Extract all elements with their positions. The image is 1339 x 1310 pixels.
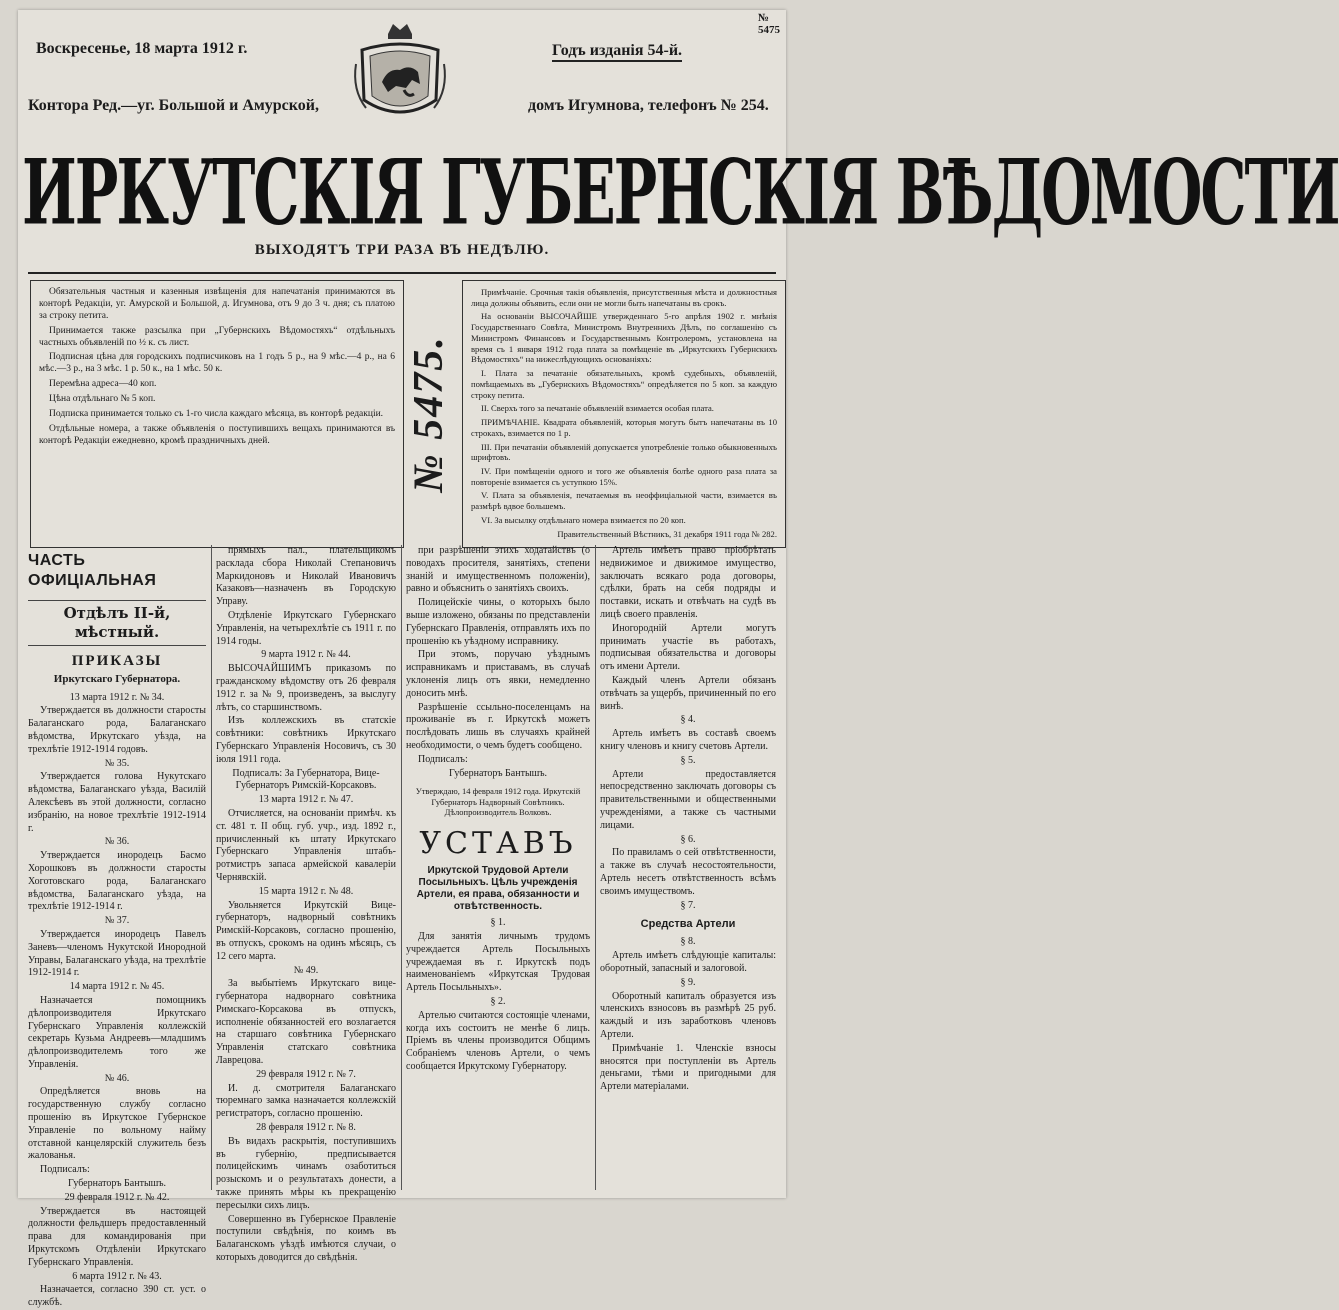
box-left-text: Отдѣльные номера, а также объявленія о поступившихъ вещахъ принимаются въ конторѣ Редакціи ежедневно, кромѣ праздничныхъ дней. xyxy=(39,423,395,446)
charter-text: Артелью считаются состоящіе членами, когда ихъ состоитъ не менѣе 6 лицъ. Пріемъ въ члены производится Общимъ Собраніемъ членовъ Артели, о чемъ сообщается Иркутскому Губернатору. xyxy=(406,1009,590,1073)
box-right-source: Правительственный Вѣстникъ, 31 декабря 1911 года № 282. xyxy=(557,528,777,539)
order-text: Опредѣляется вновь на государственную службу согласно прошенію въ Иркутское Губернское Управленіе по вольному найму отставной канцелярскій служитель безъ жалованья. xyxy=(28,1086,206,1162)
charter-text: Каждый членъ Артели обязанъ отвѣчать за ущербъ, причиненный по его винѣ. xyxy=(600,674,776,712)
edge-mark: № 5475 xyxy=(758,12,780,36)
order-text: Назначается, согласно 390 ст. уст. о службѣ. xyxy=(28,1284,206,1309)
newspaper-frequency: ВЫХОДЯТЪ ТРИ РАЗА ВЪ НЕДѢЛЮ. xyxy=(254,242,550,258)
column-divider xyxy=(595,545,596,1190)
box-right-text: ПРИМѢЧАНІЕ. Квадрата объявленій, которыя могутъ бытъ напечатаны въ 10 строкахъ, взимается по 1 р. xyxy=(471,417,777,438)
announcement-rates-box xyxy=(462,280,786,548)
office-address: Контора Ред.—уг. Большой и Амурской, xyxy=(28,97,320,114)
order-date: 6 марта 1912 г. № 43. xyxy=(72,1270,162,1282)
order-number: № 46. xyxy=(104,1072,130,1084)
column-4 xyxy=(600,545,776,1195)
box-right-text: VI. За высылку отдѣльнаго номера взимается по 20 коп. xyxy=(481,514,686,525)
order-text: Разрѣшеніе ссыльно-поселенцамъ на проживаніе въ г. Иркутскѣ можетъ послѣдовать лишь въ случаяхъ крайней необходимости, о чемъ будетъ сообщено. xyxy=(406,701,590,751)
charter-section: § 4. xyxy=(680,714,696,726)
charter-subheading: Средства Артели xyxy=(640,918,736,931)
column-1 xyxy=(28,545,206,1309)
charter-section: § 1. xyxy=(490,917,506,929)
charter-section: § 8. xyxy=(680,936,696,948)
charter-section: § 6. xyxy=(680,833,696,845)
order-text: При этомъ, поручаю уѣзднымъ исправникамъ и приставамъ, въ случаѣ уклоненія лицъ отъ явки, немедленно доносить мнѣ. xyxy=(406,649,590,699)
order-text: Изъ коллежскихъ въ статскіе совѣтники: совѣтникъ Иркутскаго Губернскаго Управленія Носовичъ, съ 30 іюля 1911 года. xyxy=(216,715,396,765)
signed-label: Подписалъ: xyxy=(418,753,468,765)
order-number: № 35. xyxy=(104,757,130,769)
charter-text: Для занятія личнымъ трудомъ учреждается Артель Посыльныхъ учреждаемая въ г. Иркутскѣ подъ наименованіемъ «Иркутская Трудовая Артель Посыльныхъ». xyxy=(406,931,590,994)
header-divider xyxy=(28,272,776,274)
box-right-text: Примѣчаніе. Срочныя такія объявленія, присутственныя мѣста и должностныя лица должны объявить, если они не могли быть напечатаны въ срокъ. xyxy=(471,287,777,308)
charter-section: § 2. xyxy=(490,996,506,1008)
order-date: 13 марта 1912 г. № 34. xyxy=(69,691,165,703)
coat-of-arms-emblem xyxy=(348,20,452,130)
order-text: Утверждается въ должности старосты Балаганскаго рода, Балаганскаго вѣдомства, Иркутскаго уѣзда, на трехлѣтіе 1912-1914 годовъ. xyxy=(28,705,206,755)
order-text: За выбытіемъ Иркутскаго вице-губернатора надворнаго совѣтника Римскаго-Корсакова въ отпускъ, исполненіе обязанностей его возлагается на старшаго совѣтника Губернскаго Управленія статскаго совѣтника Лаврецова. xyxy=(216,978,396,1067)
publication-year: Годъ изданія 54-й. xyxy=(552,42,682,62)
charter-subtitle: Иркутской Трудовой Артели Посыльныхъ. Цѣль учрежденія Артели, ея права, обязанности и отвѣтственность. xyxy=(416,865,580,913)
order-text: прямыхъ пал., плательщикомъ расклада сбора Николай Степановичъ Маркидоновъ и Николай Ивановичъ Казаковъ—назначенъ въ Городскую Управу. xyxy=(216,545,396,608)
governor-signature: Губернаторъ Бантышъ. xyxy=(67,1178,167,1190)
order-text: ВЫСОЧАЙШИМЪ приказомъ по гражданскому вѣдомству отъ 26 февраля 1912 г. за № 9, произведенъ, за выслугу лѣтъ, со старшинствомъ. xyxy=(216,663,396,713)
column-3 xyxy=(406,545,590,1195)
order-text: Назначается помощникъ дѣлопроизводителя Иркутскаго Губернскаго Управленія коллежскій секретарь Кузьма Андреевъ—младшимъ дѣлопроизводителемъ того же Управленія. xyxy=(28,994,206,1070)
order-text: Утверждается инородецъ Басмо Хорошковъ въ должности старосты Хоготовскаго рода, Балаганскаго вѣдомства, Балаганскаго уѣзда, на трехлѣтіе 1912-1914 г. xyxy=(28,850,206,913)
order-date: 9 марта 1912 г. № 44. xyxy=(261,649,351,661)
charter-section: § 9. xyxy=(680,976,696,988)
issue-date: Воскресенье, 18 марта 1912 г. xyxy=(36,40,248,57)
order-number: № 49. xyxy=(293,964,319,976)
charter-text: Артель имѣетъ право пріобрѣтать недвижимое и движимое имущество, заключать всякаго рода договоры, сдѣлки, брать на себя подряды и поставки, искать и отвѣчать на судѣ въ лицѣ своего правленія. xyxy=(600,545,776,620)
order-date: 29 февраля 1912 г. № 42. xyxy=(64,1191,170,1203)
charter-text: Артель имѣетъ слѣдующіе капиталы: оборотный, запасный и залоговой. xyxy=(600,950,776,974)
order-text: Отдѣленіе Иркутскаго Губернскаго Управленія, на четырехлѣтіе съ 1911 г. по 1914 годы. xyxy=(216,609,396,647)
issue-number: № 5475. xyxy=(406,335,452,493)
newspaper-page xyxy=(18,10,1339,1309)
column-divider xyxy=(211,545,212,1190)
office-phone: домъ Игумнова, телефонъ № 254. xyxy=(528,97,769,114)
order-text: Утверждается инородецъ Павелъ Заневъ—членомъ Нукутской Инородной Управы, Балаганскаго уѣзда, на трехлѣтіе 1912-1914 г. xyxy=(28,928,206,979)
order-text: Отчисляется, на основаніи примѣч. къ ст. 481 т. II общ. губ. учр., изд. 1892 г., причисленный къ штату Иркутскаго Губернскаго Управленія штабъ-ротмистръ запаса армейской кавалеріи Чернявскій. xyxy=(216,807,396,883)
column-2 xyxy=(216,545,396,1264)
box-right-text: На основаніи ВЫСОЧАЙШЕ утвержденнаго 5-го апрѣля 1902 г. мнѣнія Государственнаго Совѣта, Министромъ Внутреннихъ Дѣлъ, по соглашенію съ Министромъ Финансовъ и Государственнымъ Контролеромъ, установлена на время съ 1 января 1912 года плата за помѣщеніе въ „Иркутскихъ Губернскихъ Вѣдомостяхъ“ на нижеслѣдующихъ основаніяхъ: xyxy=(471,311,777,365)
approval-note: Утверждаю, 14 февраля 1912 года. Иркутскій Губернаторъ Надворный Совѣтникъ. Дѣлопроизводитель Волковъ. xyxy=(415,786,581,817)
box-right-text: V. Плата за объявленія, печатаемыя въ неоффиціальной части, взимается въ размѣрѣ вдвое большемъ. xyxy=(471,490,777,512)
charter-text: Артели предоставляется непосредственно заключать договоры съ правительственными и общественными учрежденіями, а также съ частными лицами. xyxy=(600,768,776,831)
charter-text: Иногородній Артели могутъ принимать участіе въ работахъ, подписывая обязательства и договоры отъ имени Артели. xyxy=(600,622,776,673)
signed-label: Подписалъ: xyxy=(40,1164,90,1176)
column-divider xyxy=(401,545,402,1190)
order-text: Въ видахъ раскрытія, поступившихъ въ губернію, предписывается полицейскимъ чинамъ озаботиться розыскомъ и о результатахъ донести, а также принять мѣры къ прекращенію пересылки сихъ лицъ. xyxy=(216,1135,396,1211)
order-text: Увольняется Иркутскій Вице-губернаторъ, надворный совѣтникъ Римскій-Корсаковъ, согласно прошенію, въ отпускъ, срокомъ на одинъ мѣсяцъ, съ 12 сего марта. xyxy=(216,899,396,962)
orders-title: ПРИКАЗЫ xyxy=(71,653,163,670)
order-number: № 36. xyxy=(104,836,130,848)
order-number: № 37. xyxy=(104,915,130,927)
orders-subtitle: Иркутскаго Губернатора. xyxy=(53,672,181,685)
charter-text: По правиламъ о сей отвѣтственности, а также въ случаѣ несостоятельности, Артель несетъ отвѣтственность всѣмъ своимъ имуществомъ. xyxy=(600,847,776,897)
box-right-text: III. При печатаніи объявленій допускается употребленіе только обыкновенныхъ шрифтовъ. xyxy=(471,441,777,463)
box-right-text: II. Сверхъ того за печатаніе объявленій взимается особая плата. xyxy=(481,403,714,414)
order-text: Совершенно въ Губернское Правленіе поступили свѣдѣнія, по коимъ въ Балаганскомъ уѣздѣ имѣются случаи, о которыхъ доводится до свѣдѣнія. xyxy=(216,1213,396,1264)
box-left-text: Цѣна отдѣльнаго № 5 коп. xyxy=(49,394,156,404)
order-text: Полицейскіе чины, о которыхъ было выше изложено, обязаны по представленіи Губернскаго Правленія, отправлять ихъ по прошенію къ уѣздному исправнику. xyxy=(406,597,590,647)
signed-label: Подписалъ: За Губернатора, Вице-Губернаторъ Римскій-Корсаковъ. xyxy=(232,767,380,792)
subscription-info-box xyxy=(30,280,404,548)
newspaper-title: ИРКУТСКІЯ ГУБЕРНСКІЯ ВѢДОМОСТИ xyxy=(22,140,1339,246)
box-right-text: I. Плата за печатаніе обязательныхъ, кромѣ судебныхъ, объявленій, помѣщаемыхъ въ „Губернскихъ Вѣдомостяхъ“ опредѣляется по 5 коп. за каждую строку петита. xyxy=(471,368,777,400)
order-text: Утверждается въ настоящей должности фельдшеръ предоставленный права для командированія при Иркутскомъ Отдѣленіи Иркутскаго Губернскаго Управленія. xyxy=(28,1205,206,1268)
box-left-text: Подписка принимается только съ 1-го числа каждаго мѣсяца, въ конторѣ редакціи. xyxy=(49,408,384,419)
order-date: 15 марта 1912 г. № 48. xyxy=(258,885,354,897)
order-text: при разрѣшеніи этихъ ходатайствъ (о поводахъ просителя, занятіяхъ, степени знаній и имущественномъ положеніи), равно и объяснить о занятіяхъ своихъ. xyxy=(406,545,590,595)
box-left-text: Принимается также разсылка при „Губернскихъ Вѣдомостяхъ“ отдѣльныхъ частныхъ объявленій по ½ к. съ лист. xyxy=(39,325,395,348)
section-title: ЧАСТЬ ОФИЦІАЛЬНАЯ xyxy=(28,552,157,590)
order-text: Утверждается голова Нукутскаго вѣдомства, Балаганскаго уѣзда, Василій Алексѣевъ въ этой должности, согласно избранію, на новое трехлѣтіе 1912-1914 г. xyxy=(28,771,206,834)
order-date: 13 марта 1912 г. № 47. xyxy=(258,794,354,806)
box-left-text: Подписная цѣна для городскихъ подписчиковъ на 1 годъ 5 р., на 9 мѣс.—4 р., на 6 мѣс.—3 р., на 3 мѣс. 1 р. 50 к., на 1 мѣс. 50 к. xyxy=(39,352,395,375)
charter-text: Оборотный капиталъ образуется изъ членскихъ взносовъ въ размѣрѣ 25 руб. каждый и изъ заработковъ членовъ Артели. xyxy=(600,990,776,1040)
charter-section: § 7. xyxy=(680,899,696,911)
charter-section: § 5. xyxy=(680,754,696,766)
department-heading: Отдѣлъ II-й, мѣстный. xyxy=(28,600,206,646)
box-right-text: IV. При помѣщеніи одного и того же объявленія болѣе одного раза плата за повтореніе взимается съ уступкою 15%. xyxy=(471,466,777,487)
order-date: 14 марта 1912 г. № 45. xyxy=(69,981,165,993)
box-left-text: Перемѣна адреса—40 коп. xyxy=(49,379,157,390)
order-text: И. д. смотрителя Балаганскаго тюремнаго замка назначается коллежскій регистраторъ, согласно прошенію. xyxy=(216,1082,396,1120)
charter-note: Примѣчаніе 1. Членскіе взносы вносятся при поступленіи въ Артель деньгами, тѣми и пригодными для Артели матеріалами. xyxy=(600,1042,776,1093)
order-date: 28 февраля 1912 г. № 8. xyxy=(256,1122,356,1134)
charter-text: Артель имѣетъ въ составѣ своемъ книгу членовъ и книгу счетовъ Артели. xyxy=(600,728,776,752)
governor-signature: Губернаторъ Бантышъ. xyxy=(448,767,548,779)
charter-title: УСТАВЪ xyxy=(419,825,577,861)
order-date: 29 февраля 1912 г. № 7. xyxy=(256,1068,356,1080)
box-left-text: Обязательныя частныя и казенныя извѣщенія для напечатанія принимаются въ конторѣ Редакціи, уг. Амурской и Большой, д. Игумнова, отъ 9 до 3 ч. дня; съ платою за строку петита. xyxy=(39,287,395,321)
